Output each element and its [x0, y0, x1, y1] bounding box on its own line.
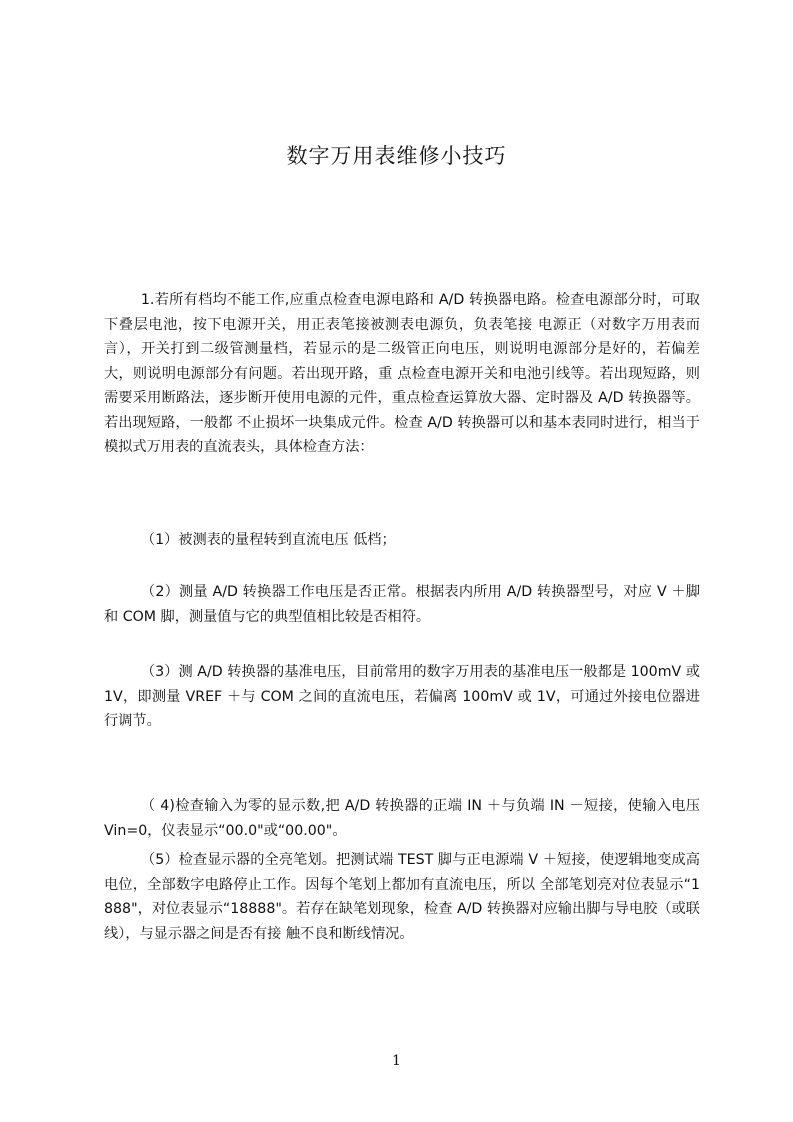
paragraph-step-3: （3）测 A/D 转换器的基准电压，目前常用的数字万用表的基准电压一般都是 100mV 或 1V，即测量 VREF ＋与 COM 之间的直流电压，若偏离 100mV 或 1V，可通过外接电位器进行调节。 — [104, 664, 700, 729]
paragraph-step-5: （5）检查显示器的全亮笔划。把测试端 TEST 脚与正电源端 V ＋短接，使逻辑地变成高电位，全部数字电路停止工作。因每个笔划上都加有直流电压，所以 全部笔划亮对位表显示“1888"，对位表显示“18888"。若存在缺笔划现象，检查 A/D 转换器对应输出脚与导电胶（或联线），与显示器之间是否有接 触不良和断线情况。 — [104, 852, 700, 942]
paragraph-step-1: （1）被测表的量程转到直流电压 低档； — [140, 532, 396, 548]
paragraph-step-2: （2）测量 A/D 转换器工作电压是否正常。根据表内所用 A/D 转换器型号，对应 V ＋脚和 COM 脚，测量值与它的典型值相比较是否相符。 — [104, 584, 700, 625]
page-title: 数字万用表维修小技巧 — [286, 144, 507, 168]
page-number: 1 — [392, 1053, 401, 1069]
paragraph-overview: 1.若所有档均不能工作,应重点检查电源电路和 A/D 转换器电路。检查电源部分时，可取下叠层电池，按下电源开关，用正表笔接被测表电源负，负表笔接 电源正（对数字万用表而言），开关打到二级管测量档，若显示的是二级管正向电压，则说明电源部分是好的，若偏差大，则说明电源部分有问题。若出现开路，重 点检查电源开关和电池引线等。若出现短路，则需要采用断路法，逐步断开使用电源的元件，重点检查运算放大器、定时器及 A/D 转换器等。若出现短路，一般都 不止损坏一块集成元件。检查 A/D 转换器可以和基本表同时进行，相当于模拟式万用表的直流表头，具体检查方法： — [104, 292, 700, 455]
paragraph-step-4: （ 4)检查输入为零的显示数,把 A/D 转换器的正端 IN ＋与负端 IN －短接，使输入电压 Vin=0，仪表显示“00.0"或“00.00"。 — [104, 798, 700, 839]
